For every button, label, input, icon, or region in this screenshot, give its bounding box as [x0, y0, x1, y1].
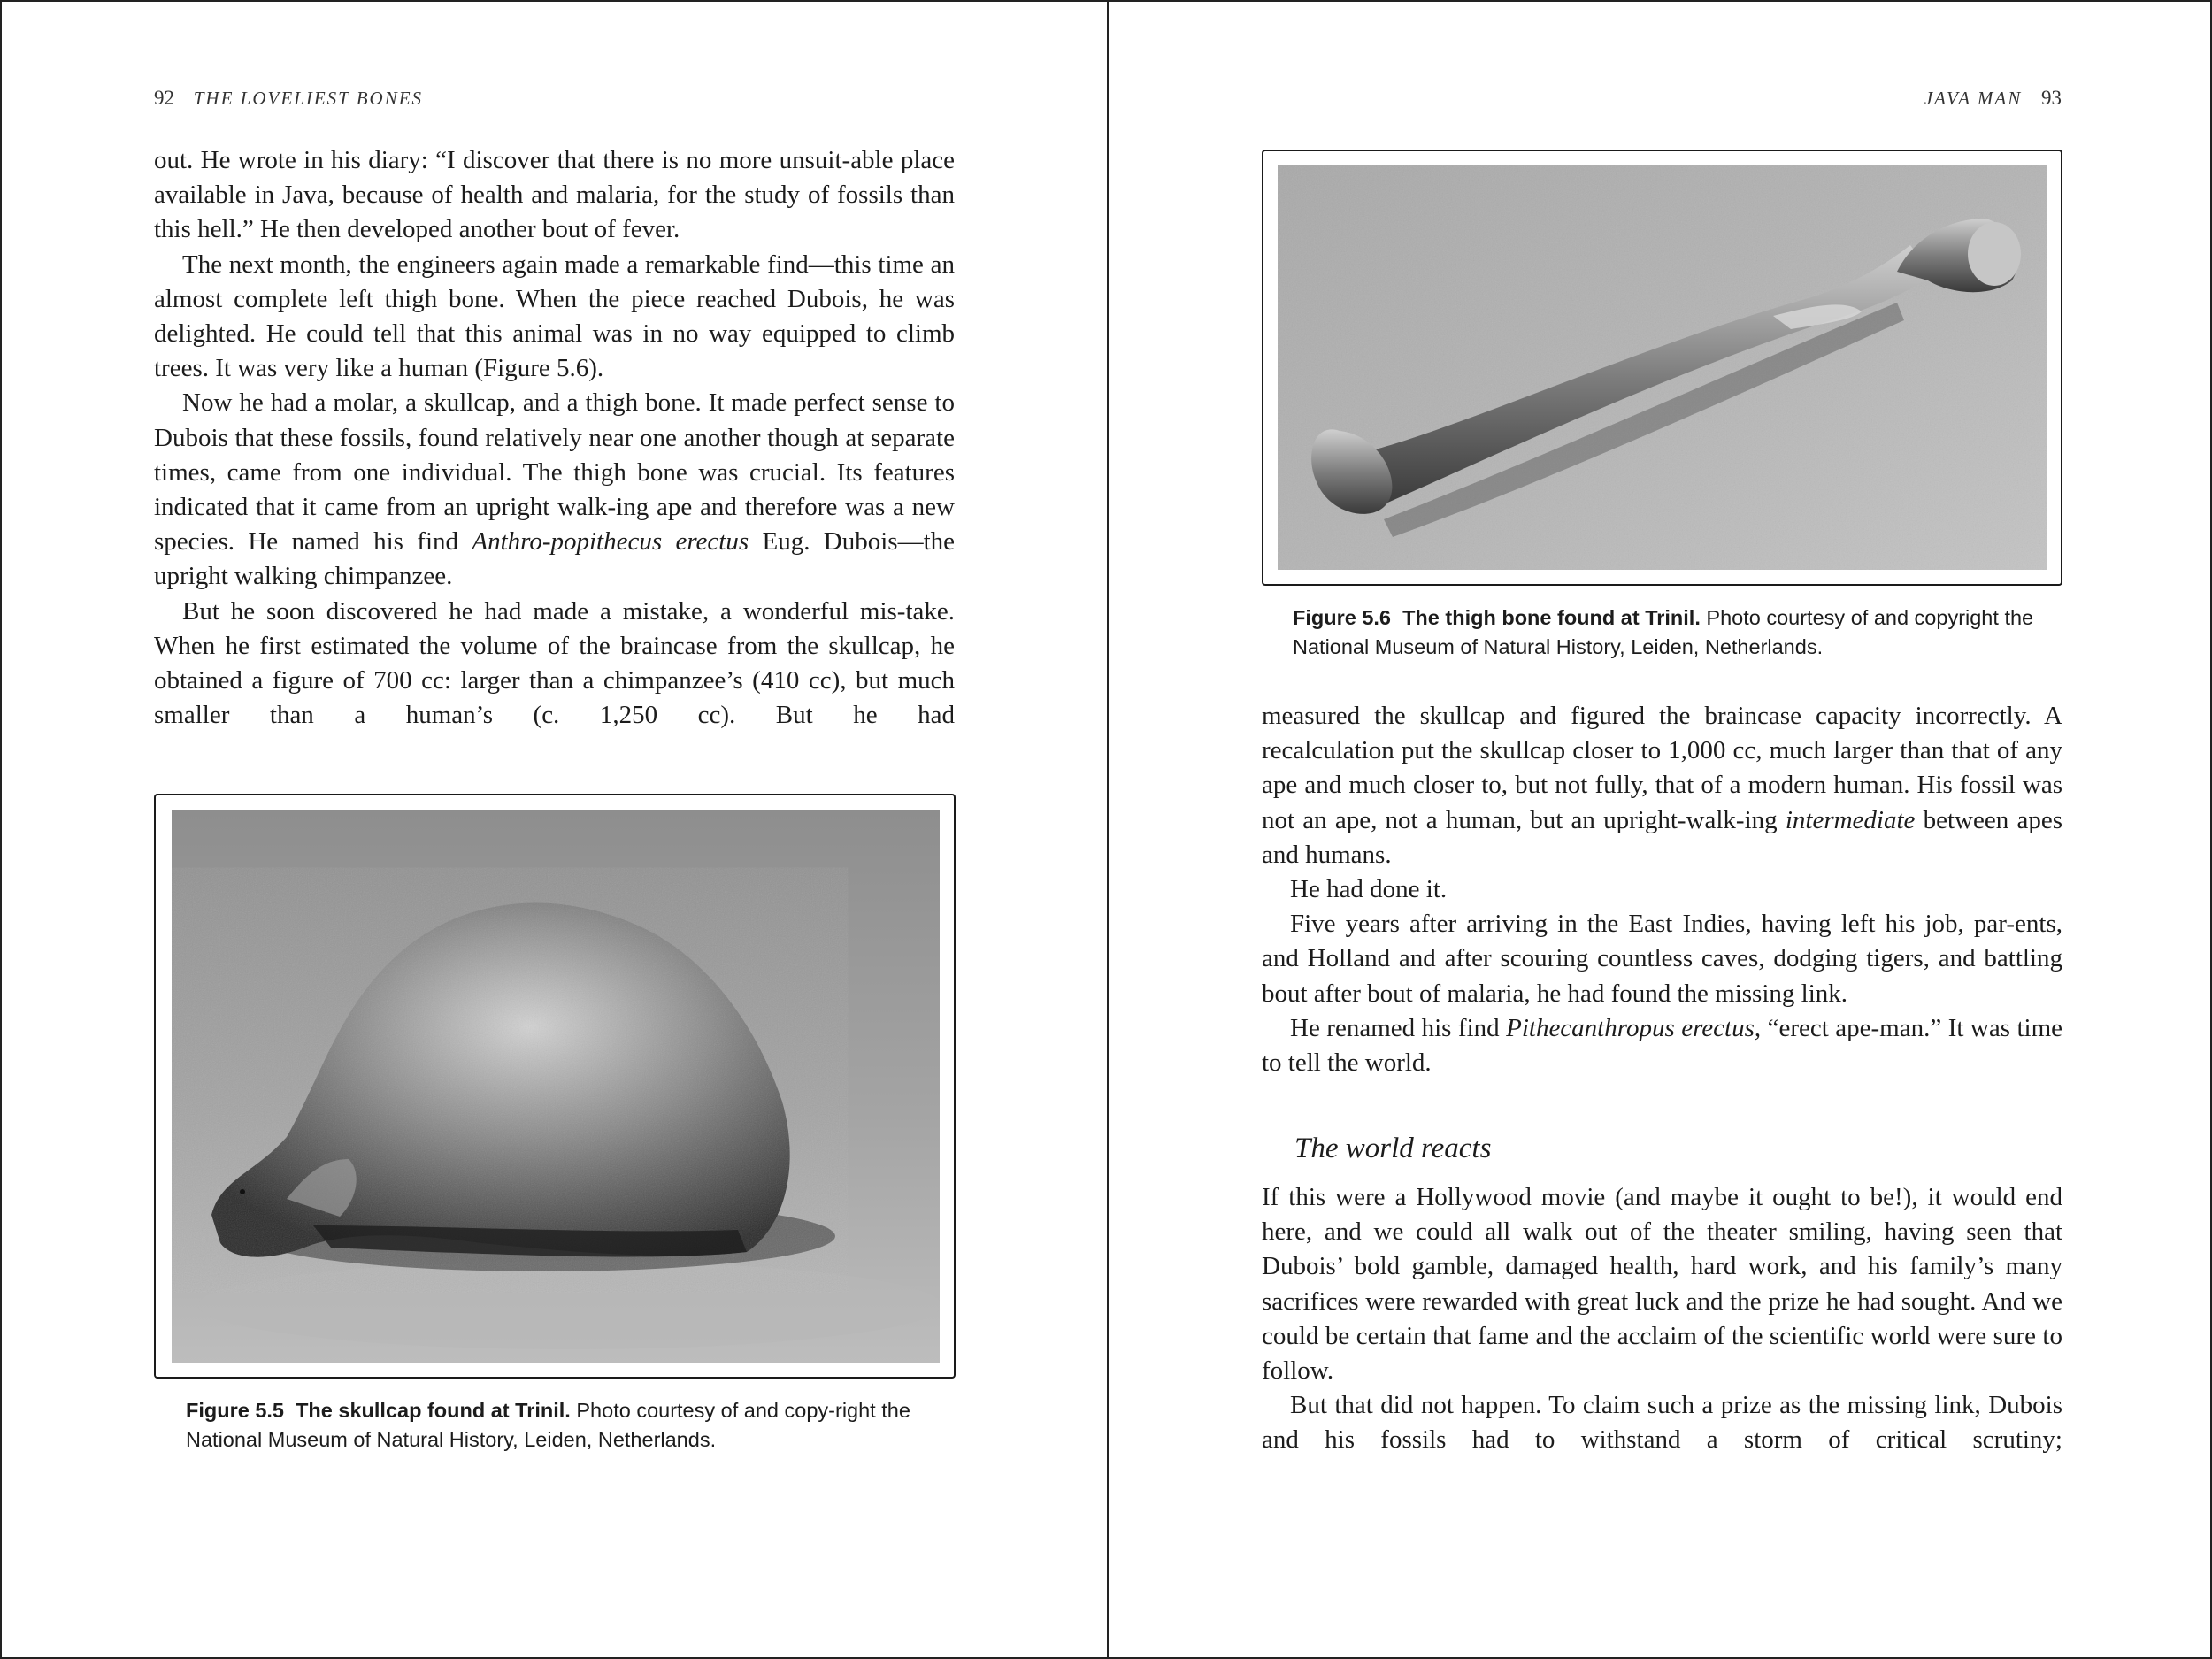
paragraph: He had done it.: [1290, 875, 1448, 904]
left-running-head: [154, 87, 423, 110]
figure-5-5-caption: [186, 1396, 938, 1455]
text-run: Now he had a molar, a skullcap, and a thigh bone. It made perfect sense to Dubois that these fossils, found relatively near one another though at separate times, came from one individual. The thigh bone was crucial. Its features indicated that it came from an upright walk-ing ape and therefore was a new species. He named his find: [154, 388, 955, 557]
text-run: He renamed his find: [1290, 1013, 1507, 1042]
paragraph: If this were a Hollywood movie (and maybe it ought to be!), it would end here, and we could all walk out of the theater smiling, having seen that Dubois’ bold gamble, damaged health, hard work, and his family’s many sacrifices were rewarded with great luck and the prize he had sought. And we could be certain that fame and the acclaim of the scientific world were sure to follow.: [1262, 1183, 2062, 1386]
paragraph: [154, 386, 955, 594]
paragraph: Five years after arriving in the East Indies, having left his job, par-ents, and Holland and after scouring countless caves, dodging tigers, and battling bout after bout of malaria, he had found the missing link.: [1262, 910, 2062, 1008]
figure-5-5-frame: [154, 794, 956, 1379]
italic-species-name: Pithecanthropus erectus: [1506, 1013, 1755, 1042]
figure-5-6-frame: [1262, 150, 2062, 586]
left-body-text: [154, 143, 955, 733]
thigh-bone-photo: [1278, 165, 2047, 570]
text-run: , “erect ape-man.” It was time to tell the world.: [1262, 1013, 2063, 1078]
section-heading: The world reacts: [1294, 1133, 1492, 1164]
paragraph: [1262, 699, 2062, 872]
text-run: between apes and humans.: [1262, 805, 2062, 869]
page-number: 93: [2041, 87, 2062, 109]
paragraph: The next month, the engineers again made a remarkable find—this time an almost complete left thigh bone. When the piece reached Dubois, he was delighted. He could tell that this animal was in no way equipped to climb trees. It was very like a human (Figure 5.6).: [154, 250, 955, 383]
left-page: [2, 2, 1107, 1659]
italic-species-name: Anthro-popithecus erectus: [472, 527, 749, 557]
chapter-title: JAVA MAN: [1924, 88, 2023, 109]
text-run: measured the skullcap and figured the braincase capacity incorrectly. A recalculation put the skullcap closer to 1,000 cc, much larger than that of any ape and much closer to, but not fully, that of a modern human. His fossil was not an ape, not a human, but an upright-walk-ing: [1262, 702, 2062, 834]
figure-title: The skullcap found at Trinil.: [296, 1399, 571, 1422]
skullcap-photo-graphic: [172, 810, 940, 1363]
figure-5-6-caption: [1293, 603, 2045, 662]
page-number: 92: [154, 87, 174, 109]
figure-label: Figure 5.5: [186, 1399, 285, 1422]
italic-word: intermediate: [1785, 805, 1916, 834]
skullcap-photo: [172, 810, 940, 1363]
right-page: [1109, 2, 2212, 1659]
figure-credit: Photo courtesy of and copy-right the National Museum of Natural History, Leiden, Netherlands.: [186, 1399, 910, 1451]
book-title: THE LOVELIEST BONES: [193, 88, 424, 109]
figure-label: Figure 5.6: [1293, 606, 1392, 629]
paragraph: [1262, 1011, 2062, 1080]
right-running-head: [1924, 87, 2062, 110]
paragraph: out. He wrote in his diary: “I discover that there is no more unsuit-able place available in Java, because of health and malaria, for the study of fossils than this hell.” He then developed another bout of fever.: [154, 146, 955, 244]
figure-credit: Photo courtesy of and copyright the National Museum of Natural History, Leiden, Netherlands.: [1293, 606, 2034, 658]
paragraph: But he soon discovered he had made a mistake, a wonderful mis-take. When he first estimated the volume of the braincase from the skullcap, he obtained a figure of 700 cc: larger than a chimpanzee’s (410 cc), but much smaller than a human’s (c. 1,250 cc). But he had: [154, 596, 955, 730]
right-section-body-text: [1262, 1180, 2062, 1458]
text-run: Eug. Dubois—the upright walking chimpanzee.: [154, 527, 956, 591]
thigh-bone-photo-graphic: [1278, 165, 2047, 570]
right-body-text: [1262, 699, 2062, 1080]
paragraph: But that did not happen. To claim such a prize as the missing link, Dubois and his fossils had to withstand a storm of critical scrutiny;: [1262, 1391, 2062, 1455]
figure-title: The thigh bone found at Trinil.: [1402, 606, 1701, 629]
